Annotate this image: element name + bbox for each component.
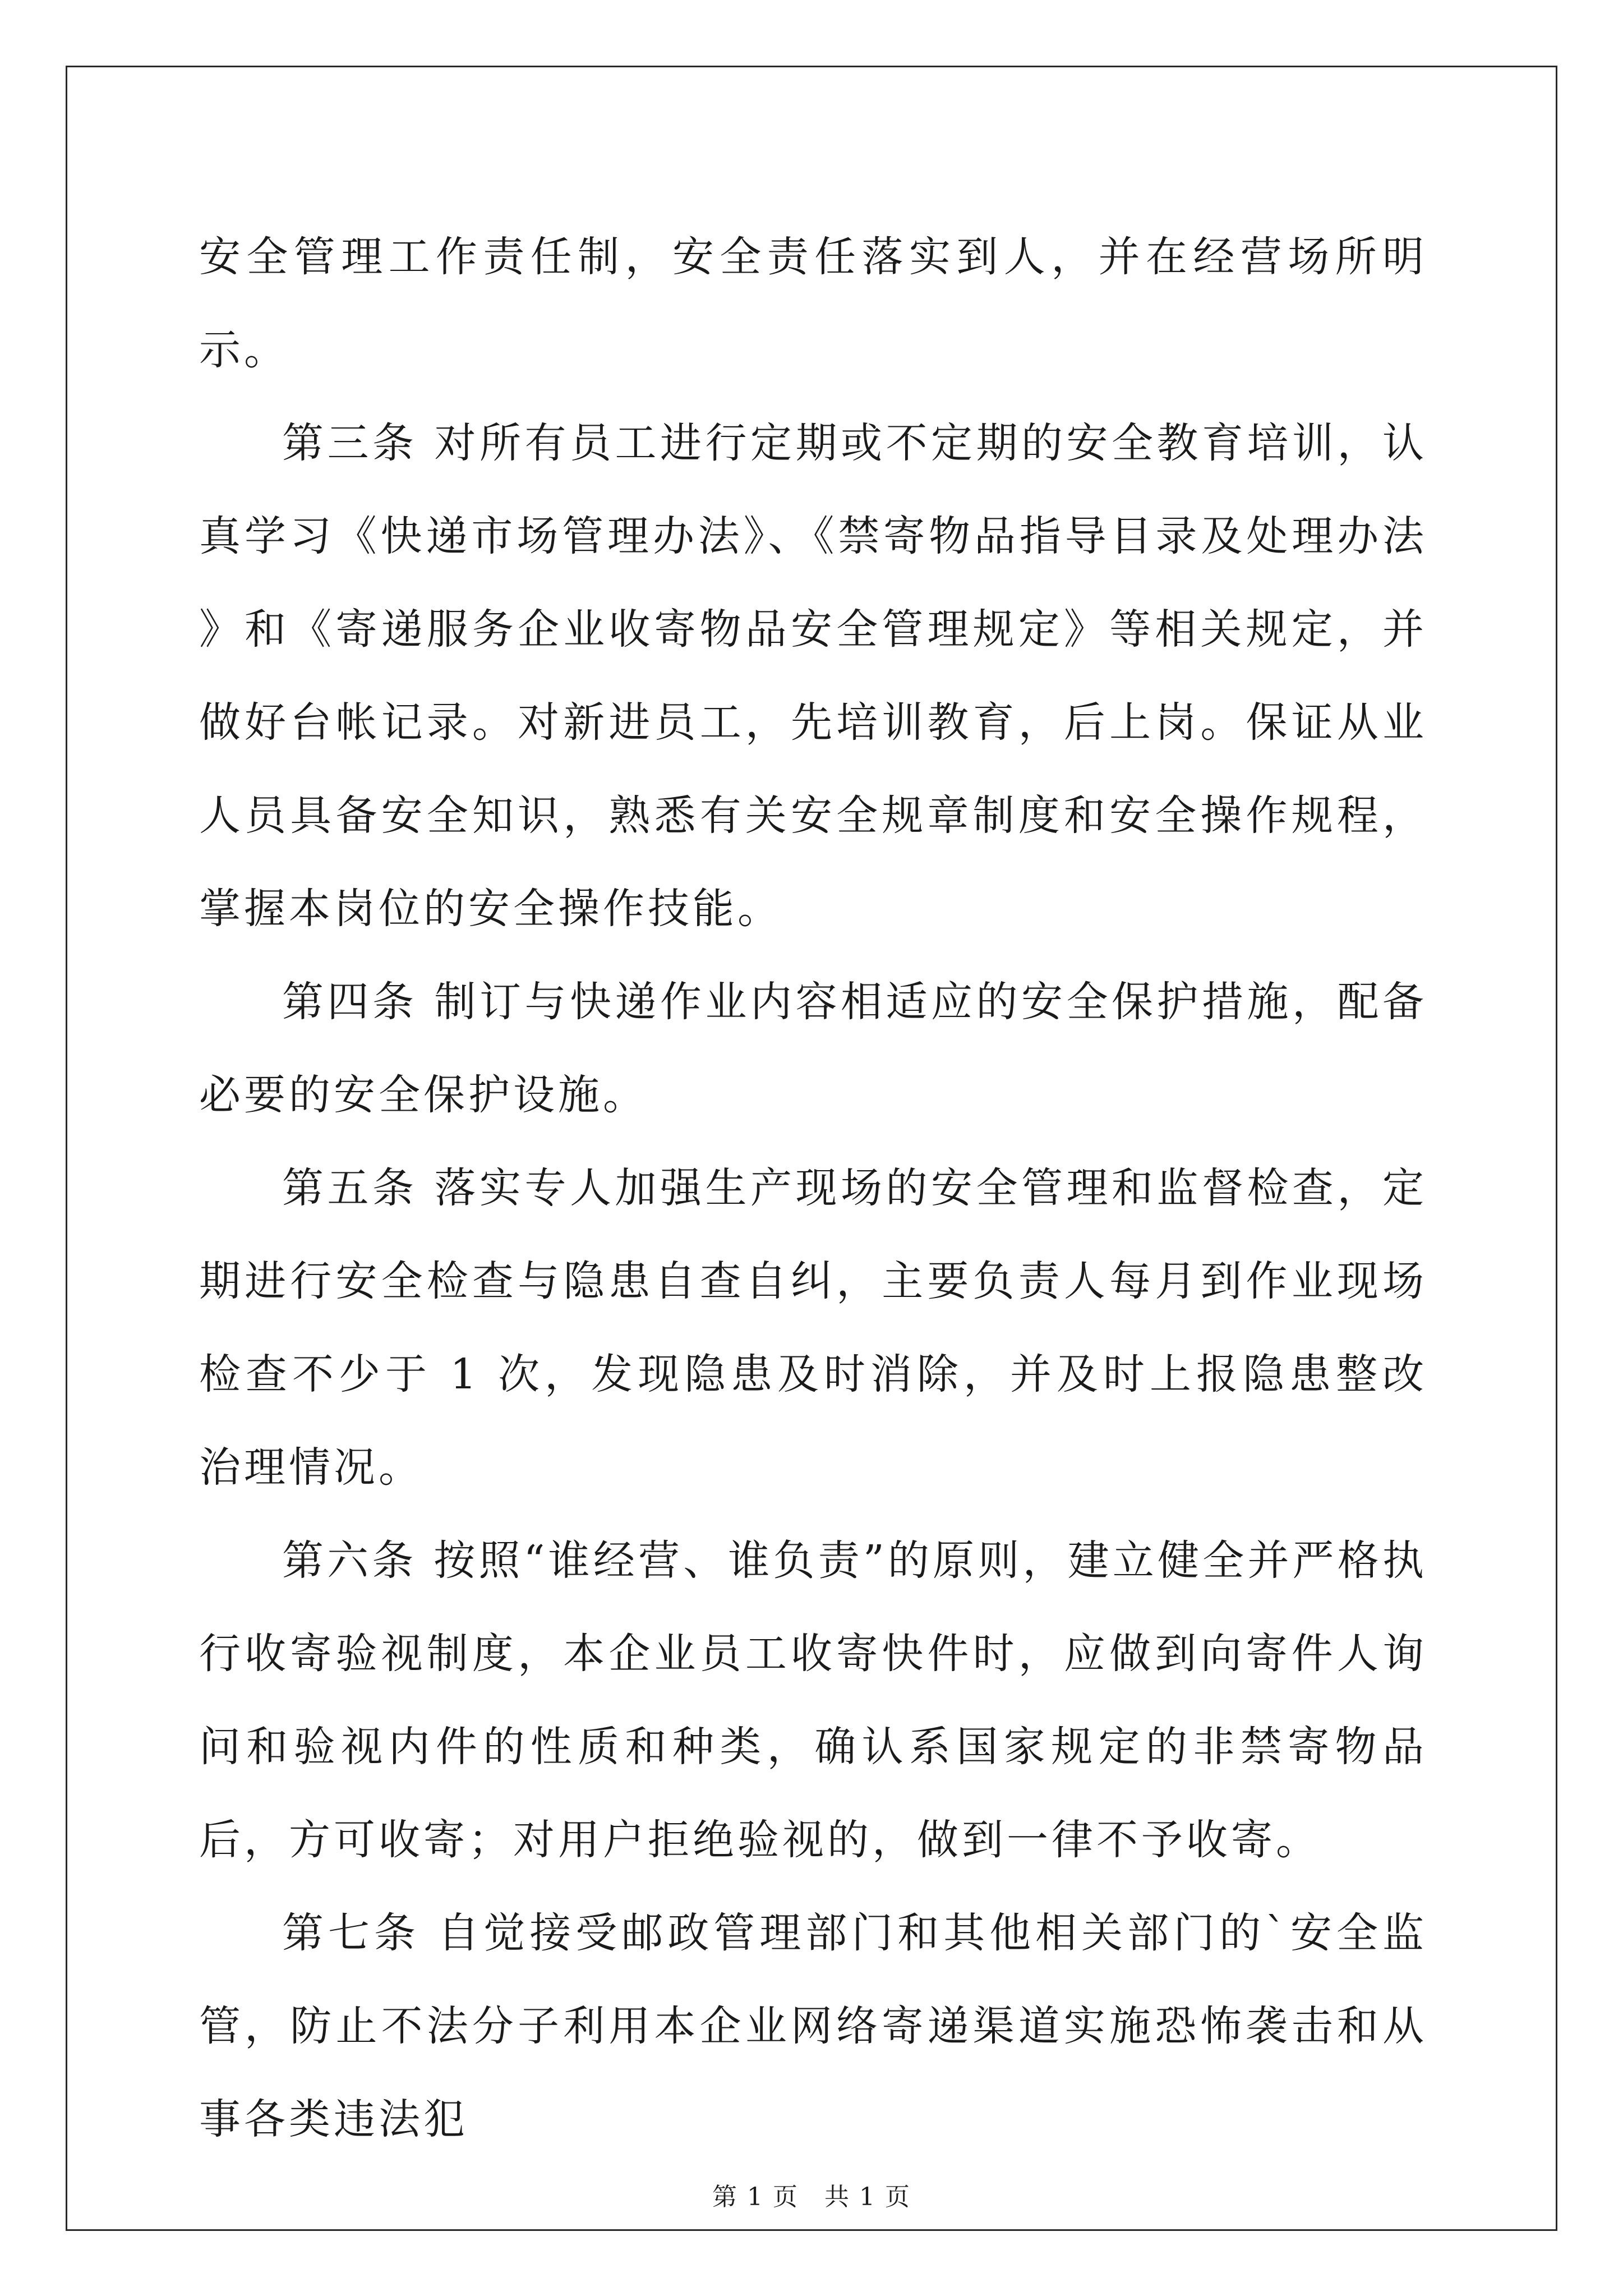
paragraph-article-7: 第七条 自觉接受邮政管理部门和其他相关部门的`安全监管，防止不法分子利用本企业网络寄递渠道实施恐怖袭击和从事各类违法犯 — [199, 1909, 1427, 2143]
paragraph-1: 安全管理工作责任制，安全责任落实到人，并在经营场所明示。 — [199, 233, 1427, 374]
paragraph-article-6: 第六条 按照“谁经营、谁负责”的原则，建立健全并严格执行收寄验视制度，本企业员工收寄快件时，应做到向寄件人询问和验视内件的性质和种类，确认系国家规定的非禁寄物品后，方可收寄；对用户拒绝验视的，做到一律不予收寄。 — [199, 1536, 1427, 1864]
paragraph-article-4: 第四条 制订与快递作业内容相适应的安全保护措施，配备必要的安全保护设施。 — [199, 978, 1427, 1119]
document-body — [199, 210, 1427, 2166]
page-footer: 第 1 页 共 1 页 — [712, 2183, 911, 2211]
paragraph-article-3: 第三条 对所有员工进行定期或不定期的安全教育培训，认真学习《快递市场管理办法》、《禁寄物品指导目录及处理办法 》和《寄递服务企业收寄物品安全管理规定》等相关规定，并做好台帐记录。对新进员工，先培训教育，后上岗。保证从业人员具备安全知识，熟悉有关安全规章制度和安全操作规程，掌握本岗位的安全操作技能。 — [199, 419, 1427, 933]
paragraph-article-5: 第五条 落实专人加强生产现场的安全管理和监督检查，定期进行安全检查与隐患自查自纠，主要负责人每月到作业现场检查不少于 1 次，发现隐患及时消除，并及时上报隐患整改治理情况。 — [199, 1164, 1427, 1492]
